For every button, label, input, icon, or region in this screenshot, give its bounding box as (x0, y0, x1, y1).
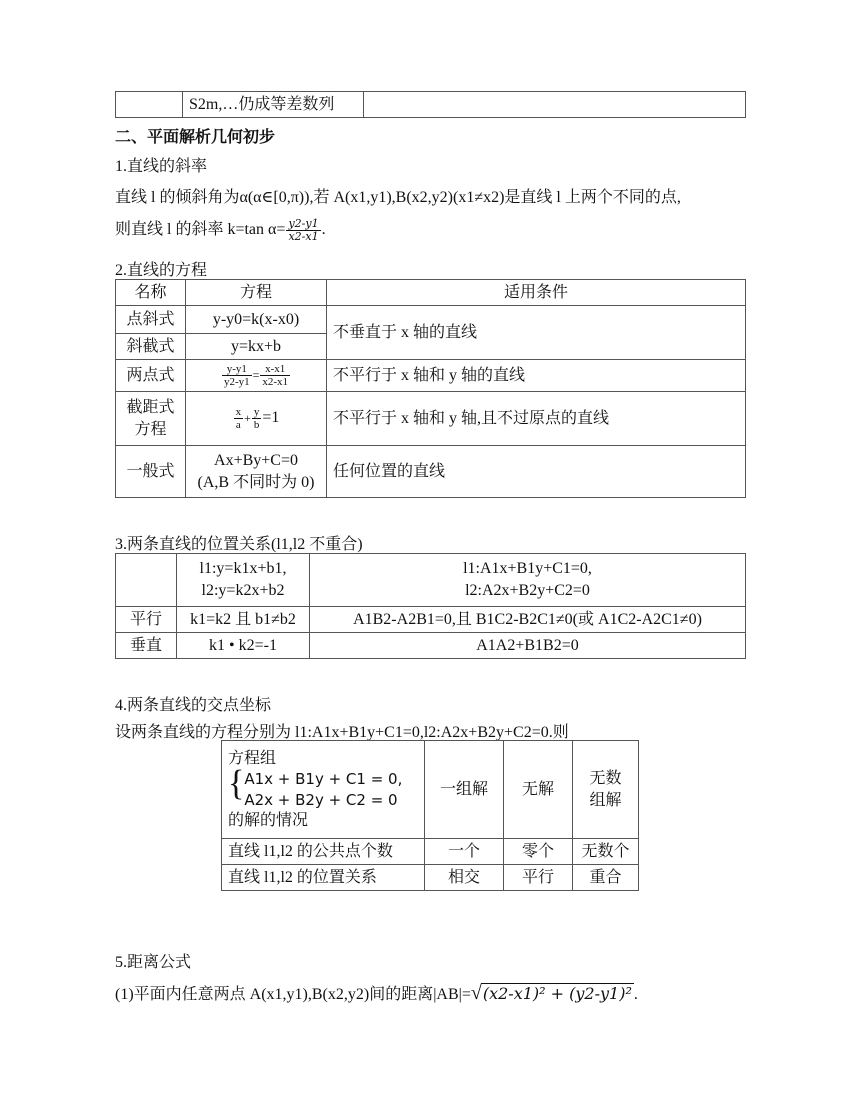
line-equation-table (115, 279, 746, 498)
row-general-name: 一般式 (116, 446, 186, 498)
s4-relation-label: 直线 l1,l2 的位置关系 (222, 865, 425, 891)
s1-line1: 直线 l 的倾斜角为α(α∈[0,π)),若 A(x1,y1),B(x2,y2)(x1≠x2)是直线 l 上两个不同的点, (115, 189, 681, 206)
slope-fraction: $\frac{y2-y1}{x2-x1}$ (288, 216, 319, 243)
s3-header-slope: l1:y=k1x+b1, l2:y=k2x+b2 (177, 554, 310, 607)
row-point-slope-eq: y-y0=k(x-x0) (186, 306, 327, 334)
s4-system-cell: 方程组 {A1x + B1y + C1 = 0, A2x + B2y + C2 = 0 的解的情况 (222, 741, 425, 839)
s4-common-points-inf: 无数个 (573, 839, 639, 865)
s4-infinite-solutions: 无数 组解 (573, 741, 639, 839)
top-table-cell-empty-2 (364, 92, 746, 118)
header-condition: 适用条件 (327, 280, 746, 306)
row-two-point-cond: 不平行于 x 轴和 y 轴的直线 (327, 360, 746, 392)
row-general-cond: 任何位置的直线 (327, 446, 746, 498)
s3-perp-general: A1A2+B1B2=0 (310, 633, 746, 659)
header-equation: 方程 (186, 280, 327, 306)
row-intercept-name: 截距式 方程 (116, 392, 186, 446)
s4-relation-parallel: 平行 (504, 865, 573, 891)
row-intercept-eq: $\frac{x}{a}$ + $\frac{y}{b}$ =1 (186, 392, 327, 446)
s1-title: 1.直线的斜率 (115, 158, 208, 175)
row-two-point-eq: $\frac{y-y1}{y2-y1}$ = $\frac{x-x1}{x2-x1}$ (186, 360, 327, 392)
s3-parallel-label: 平行 (116, 607, 177, 633)
intersection-table (221, 740, 639, 891)
s3-header-general: l1:A1x+B1y+C1=0, l2:A2x+B2y+C2=0 (310, 554, 746, 607)
row-point-slope-name: 点斜式 (116, 306, 186, 334)
position-relation-table (115, 553, 746, 659)
row-point-slope-cond: 不垂直于 x 轴的直线 (327, 306, 746, 360)
top-table (115, 91, 746, 118)
s4-title: 4.两条直线的交点坐标 (115, 697, 272, 714)
row-slope-intercept-eq: y=kx+b (186, 334, 327, 360)
section2-title: 二、平面解析几何初步 (115, 129, 276, 146)
s3-parallel-slope: k1=k2 且 b1≠b2 (177, 607, 310, 633)
s2-title: 2.直线的方程 (115, 262, 208, 279)
s4-relation-intersect: 相交 (425, 865, 504, 891)
s3-title: 3.两条直线的位置关系(l1,l2 不重合) (115, 536, 363, 553)
s5-title: 5.距离公式 (115, 954, 192, 971)
s4-relation-coincide: 重合 (573, 865, 639, 891)
top-table-cell: S2m,…仍成等差数列 (183, 92, 364, 118)
s3-parallel-general: A1B2-A2B1=0,且 B1C2-B2C1≠0(或 A1C2-A2C1≠0) (310, 607, 746, 633)
s4-common-points-label: 直线 l1,l2 的公共点个数 (222, 839, 425, 865)
s1-line2: 则直线 l 的斜率 k=tan α= $\frac{y2-y1}{x2-x1}$ . (115, 216, 326, 243)
s3-perp-slope: k1 • k2=-1 (177, 633, 310, 659)
row-slope-intercept-name: 斜截式 (116, 334, 186, 360)
s4-no-solution: 无解 (504, 741, 573, 839)
s3-corner (116, 554, 177, 607)
header-name: 名称 (116, 280, 186, 306)
distance-sqrt: (x2-x1)² + (y2-y1)² (482, 984, 632, 1003)
s4-one-solution: 一组解 (425, 741, 504, 839)
s3-perp-label: 垂直 (116, 633, 177, 659)
s4-common-points-zero: 零个 (504, 839, 573, 865)
row-general-eq: Ax+By+C=0 (A,B 不同时为 0) (186, 446, 327, 498)
s5-distance-line: (1)平面内任意两点 A(x1,y1),B(x2,y2)间的距离|AB|=√(x2-x1)² + (y2-y1)² . (115, 982, 638, 1004)
s4-common-points-one: 一个 (425, 839, 504, 865)
row-intercept-cond: 不平行于 x 轴和 y 轴,且不过原点的直线 (327, 392, 746, 446)
s4-intro: 设两条直线的方程分别为 l1:A1x+B1y+C1=0,l2:A2x+B2y+C2=0.则 (115, 724, 569, 741)
row-two-point-name: 两点式 (116, 360, 186, 392)
top-table-cell-empty (116, 92, 183, 118)
